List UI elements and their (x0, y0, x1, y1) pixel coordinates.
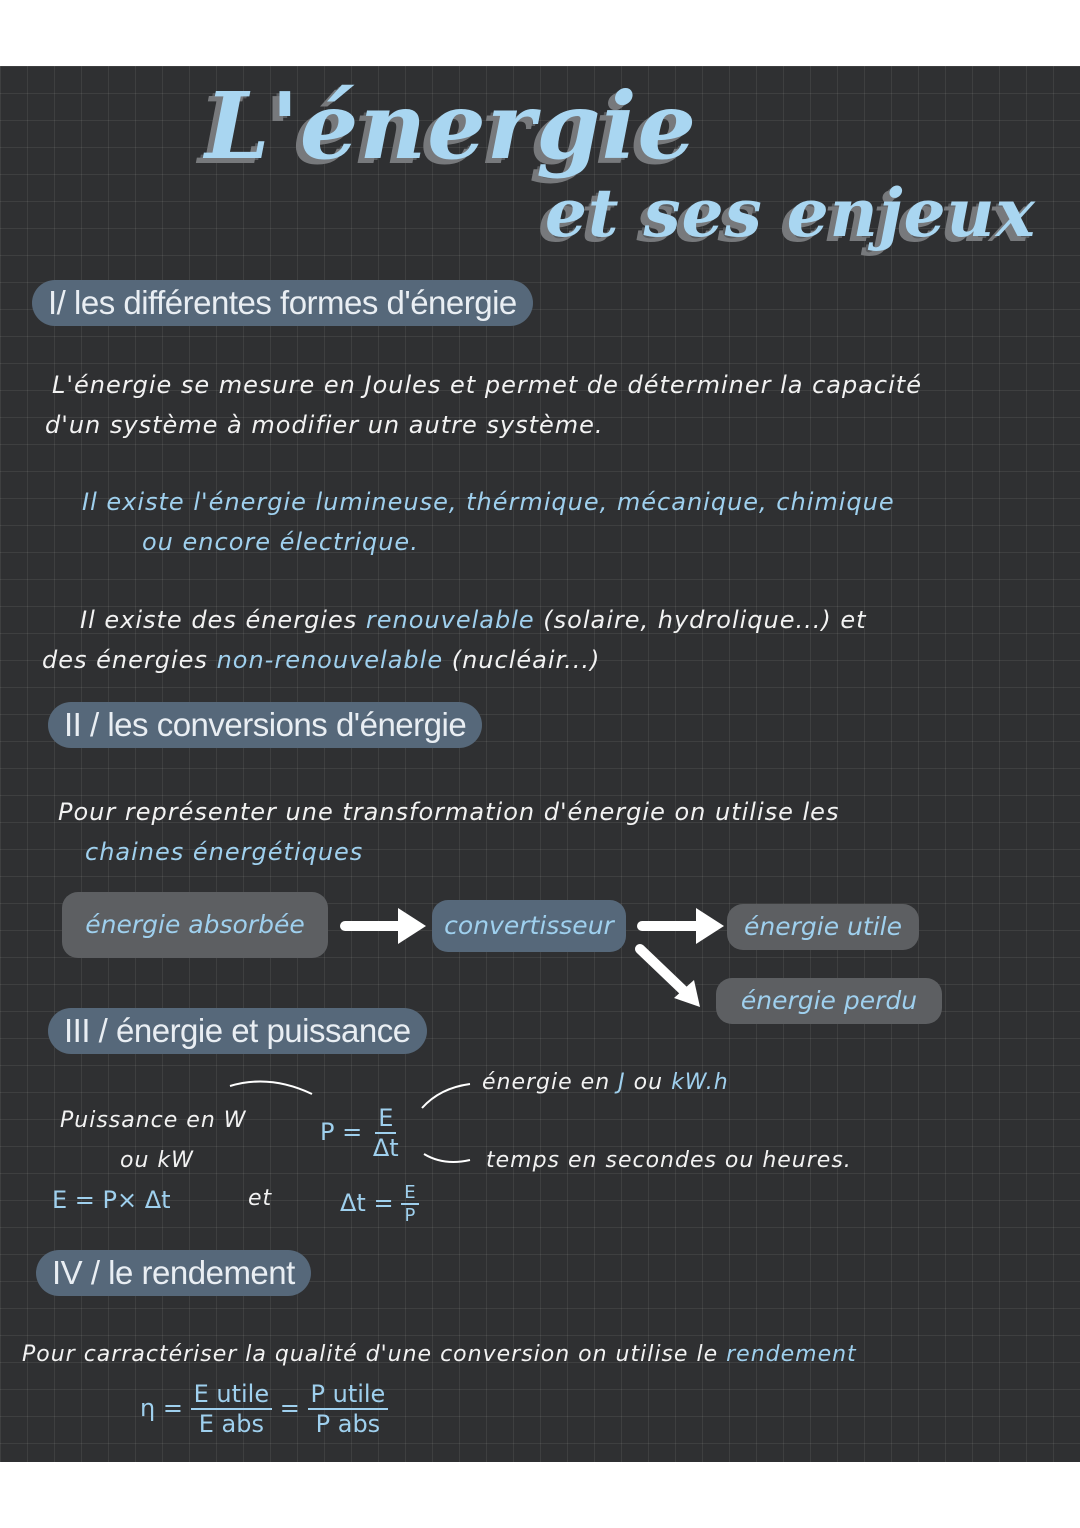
nonrenewable-term: non-renouvelable (216, 646, 444, 674)
renewable-term: renouvelable (365, 606, 535, 634)
section-1-paragraph-2-line-1: Il existe l'énergie lumineuse, thérmique, mécanique, chimique (82, 488, 895, 516)
page-title: L'énergie (205, 72, 698, 180)
arrowhead-2 (696, 908, 724, 944)
section-2-text-line-1: Pour représenter une transformation d'énergie on utilise les (58, 798, 840, 826)
efficiency-formula (140, 1380, 388, 1438)
time-formula-lhs: Δt = (340, 1189, 394, 1217)
chain-converter-box: convertisseur (432, 900, 626, 952)
efficiency-fraction-1-numerator: E utile (191, 1380, 273, 1410)
renewable-intro: Il existe des énergies (80, 606, 358, 634)
brace-power (230, 1082, 312, 1095)
time-unit-note: temps en secondes ou heures. (486, 1148, 852, 1173)
energy-formula: E = P× Δt (52, 1186, 171, 1214)
pointer-time (424, 1154, 470, 1162)
power-formula (320, 1104, 402, 1162)
energy-unit-note-a: énergie en (482, 1070, 611, 1095)
page-subtitle: et ses enjeux (545, 174, 1036, 252)
efficiency-fraction-1-denominator: E abs (198, 1410, 264, 1438)
power-unit-label: Puissance en W (60, 1108, 247, 1133)
power-formula-numerator: E (375, 1104, 396, 1134)
power-unit-label-2: ou kW (120, 1148, 194, 1173)
time-formula-denominator: P (404, 1205, 416, 1226)
efficiency-fraction-2-numerator: P utile (308, 1380, 389, 1410)
pointer-energy (422, 1084, 470, 1108)
time-formula-numerator: E (401, 1182, 418, 1205)
section-1-paragraph-1-line-1: L'énergie se mesure en Joules et permet de déterminer la capacité (52, 371, 922, 399)
nonrenewable-intro: des énergies (42, 646, 208, 674)
energy-unit-joule: J (618, 1070, 626, 1095)
efficiency-equals: = (279, 1394, 300, 1422)
efficiency-fraction-2-denominator: P abs (315, 1410, 381, 1438)
energy-unit-note (482, 1070, 729, 1095)
section-3-heading: III / énergie et puissance (48, 1008, 427, 1054)
arrowhead-1 (398, 908, 426, 944)
nonrenewable-examples: (nucléair...) (451, 646, 601, 674)
chain-useful-energy-box: énergie utile (727, 904, 919, 950)
section-1-heading: I/ les différentes formes d'énergie (32, 280, 533, 326)
section-1-paragraph-1-line-2: d'un système à modifier un autre système. (45, 411, 604, 439)
section-4-text (22, 1342, 857, 1367)
section-2-text-line-2: chaines énergétiques (85, 838, 364, 866)
section-1-paragraph-2-line-2: ou encore électrique. (142, 528, 419, 556)
time-formula (340, 1182, 419, 1226)
and-word: et (248, 1186, 273, 1211)
arrow-converter-to-lost (640, 949, 685, 992)
renewable-examples: (solaire, hydrolique...) et (543, 606, 867, 634)
power-formula-lhs: P = (320, 1118, 363, 1146)
chain-lost-energy-box: énergie perdu (716, 978, 942, 1024)
power-formula-denominator: Δt (372, 1134, 399, 1162)
efficiency-intro: Pour carractériser la qualité d'une conversion on utilise le (22, 1342, 719, 1367)
efficiency-term: rendement (726, 1342, 857, 1367)
efficiency-eta: η = (140, 1394, 183, 1422)
energy-unit-kwh: kW.h (671, 1070, 729, 1095)
section-4-heading: IV / le rendement (36, 1250, 311, 1296)
chain-absorbed-energy-box: énergie absorbée (62, 892, 328, 958)
energy-unit-note-b: ou (633, 1070, 664, 1095)
notebook-page (0, 66, 1080, 1462)
section-2-heading: II / les conversions d'énergie (48, 702, 482, 748)
